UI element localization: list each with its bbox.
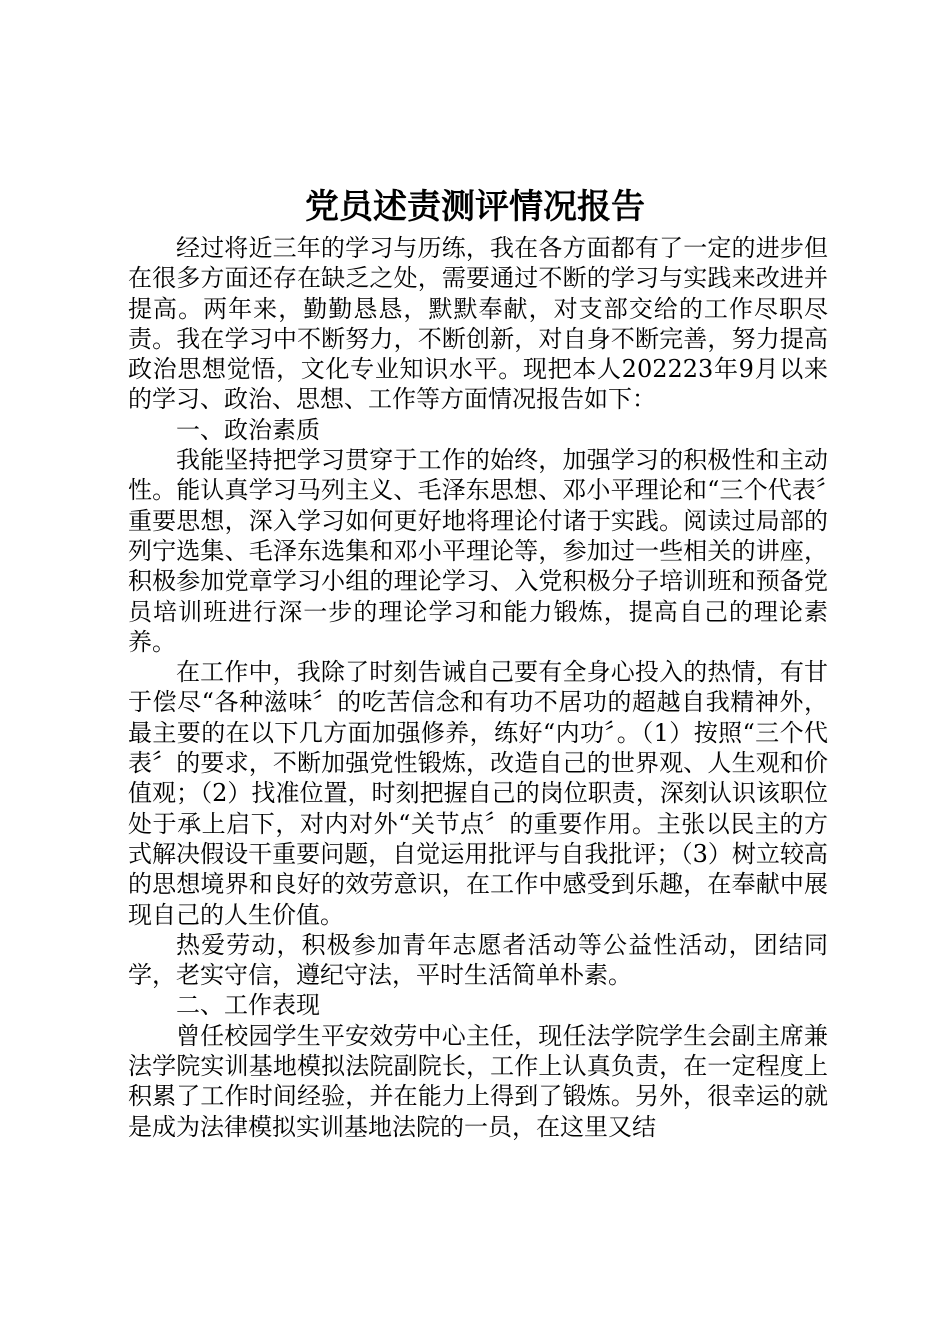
document-body <box>128 233 828 1142</box>
paragraph-intro: 经过将近三年的学习与历练，我在各方面都有了一定的进步但在很多方面还存在缺乏之处，需要通过不断的学习与实践来改进并提高。两年来，勤勤恳恳，默默奉献，对支部交给的工作尽职尽责。我在学习中不断努力，不断创新，对自身不断完善，努力提高政治思想觉悟，文化专业知识水平。现把本人202223年9月以来的学习、政治、思想、工作等方面情况报告如下： <box>128 234 828 414</box>
section-heading-political: 一、政治素质 <box>176 415 320 444</box>
section-heading-work: 二、工作表现 <box>176 991 320 1020</box>
paragraph-work-performance: 曾任校园学生平安效劳中心主任，现任法学院学生会副主席兼法学院实训基地模拟法院副院长，工作上认真负责，在一定程度上积累了工作时间经验，并在能力上得到了锻炼。另外，很幸运的就是成为法律模拟实训基地法院的一员，在这里又结 <box>128 1021 828 1141</box>
paragraph-work-attitude: 在工作中，我除了时刻告诫自己要有全身心投入的热情，有甘于偿尽“各种滋味〞的吃苦信念和有功不居功的超越自我精神外，最主要的在以下几方面加强修养，练好“内功〞。（1）按照“三个代表〞的要求，不断加强党性锻炼，改造自己的世界观、人生观和价值观；（2）找准位置，时刻把握自己的岗位职责，深刻认识该职位处于承上启下，对内对外“关节点〞的重要作用。主张以民主的方式解决假设干重要问题，自觉运用批评与自我批评；（3）树立较高的思想境界和良好的效劳意识，在工作中感受到乐趣，在奉献中展现自己的人生价值。 <box>128 658 828 929</box>
document-title: 党员述责测评情况报告 <box>305 187 645 227</box>
paragraph-political-study: 我能坚持把学习贯穿于工作的始终，加强学习的积极性和主动性。能认真学习马列主义、毛泽东思想、邓小平理论和“三个代表〞重要思想，深入学习如何更好地将理论付诸于实践。阅读过局部的列宁选集、毛泽东选集和邓小平理论等，参加过一些相关的讲座，积极参加党章学习小组的理论学习、入党积极分子培训班和预备党员培训班进行深一步的理论学习和能力锻炼，提高自己的理论素养。 <box>128 446 828 656</box>
paragraph-labor: 热爱劳动，积极参加青年志愿者活动等公益性活动，团结同学，老实守信，遵纪守法，平时生活简单朴素。 <box>128 930 828 990</box>
